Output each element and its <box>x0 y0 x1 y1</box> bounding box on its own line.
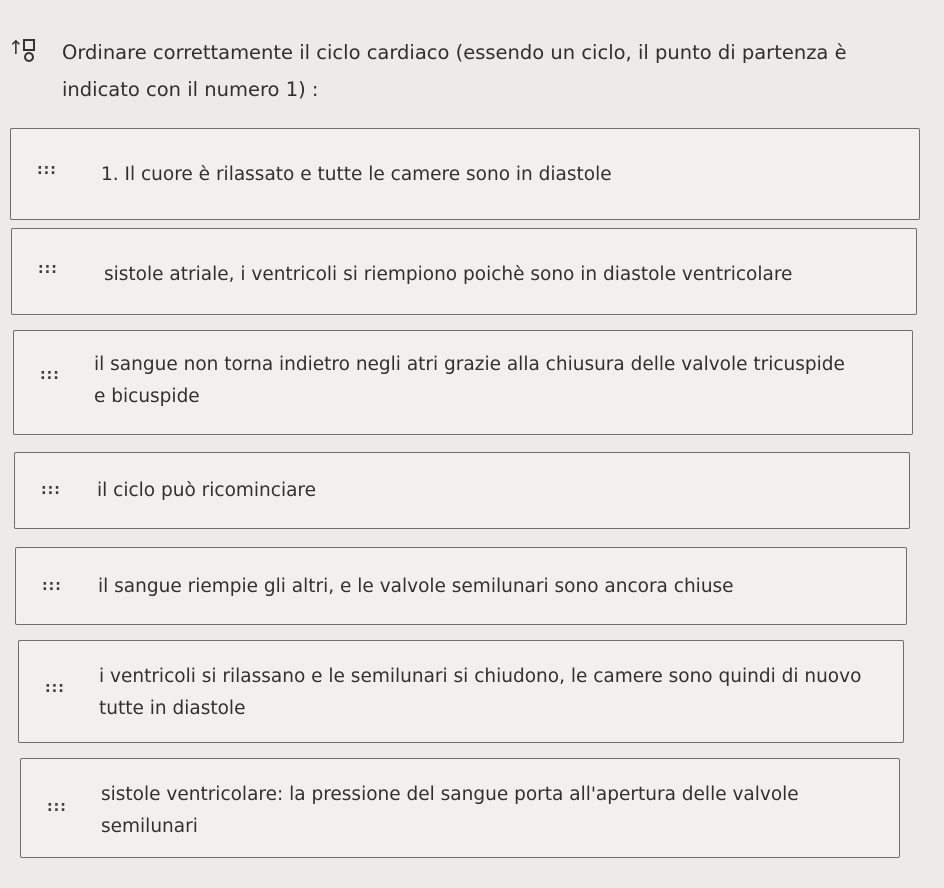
drag-handle-icon[interactable]: ::: <box>41 482 61 498</box>
item-label: il sangue non torna indietro negli atri grazie alla chiusura delle valvole tricuspide e bicuspide <box>94 354 845 407</box>
list-item[interactable] <box>13 330 913 435</box>
drag-handle-icon[interactable]: ::: <box>40 367 60 383</box>
drag-handle-icon[interactable]: ::: <box>45 680 65 696</box>
list-item[interactable] <box>20 758 900 858</box>
item-label: il ciclo può ricominciare <box>97 480 317 501</box>
list-item[interactable] <box>10 128 920 220</box>
item-label: i ventricoli si rilassano e le semilunari si chiudono, le camere sono quindi di nuovo tutte in diastole <box>99 666 862 719</box>
question-text: Ordinare correttamente il ciclo cardiaco (essendo un ciclo, il punto di partenza è indicato con il numero 1) : <box>62 41 847 101</box>
list-item[interactable] <box>11 228 917 315</box>
list-item[interactable] <box>15 547 907 625</box>
reorder-question-icon: ↑ <box>8 36 38 60</box>
drag-handle-icon[interactable]: ::: <box>42 578 62 594</box>
drag-handle-icon[interactable]: ::: <box>38 261 58 277</box>
drag-handle-icon[interactable]: ::: <box>47 799 67 815</box>
item-label: 1. Il cuore è rilassato e tutte le camere sono in diastole <box>101 164 612 185</box>
item-label: sistole ventricolare: la pressione del sangue porta all'apertura delle valvole semilunari <box>101 784 799 837</box>
drag-handle-icon[interactable]: ::: <box>37 162 57 178</box>
list-item[interactable] <box>14 452 910 529</box>
item-label: sistole atriale, i ventricoli si riempiono poichè sono in diastole ventricolare <box>104 264 793 285</box>
item-label: il sangue riempie gli altri, e le valvole semilunari sono ancora chiuse <box>98 576 734 597</box>
list-item[interactable] <box>18 640 904 743</box>
